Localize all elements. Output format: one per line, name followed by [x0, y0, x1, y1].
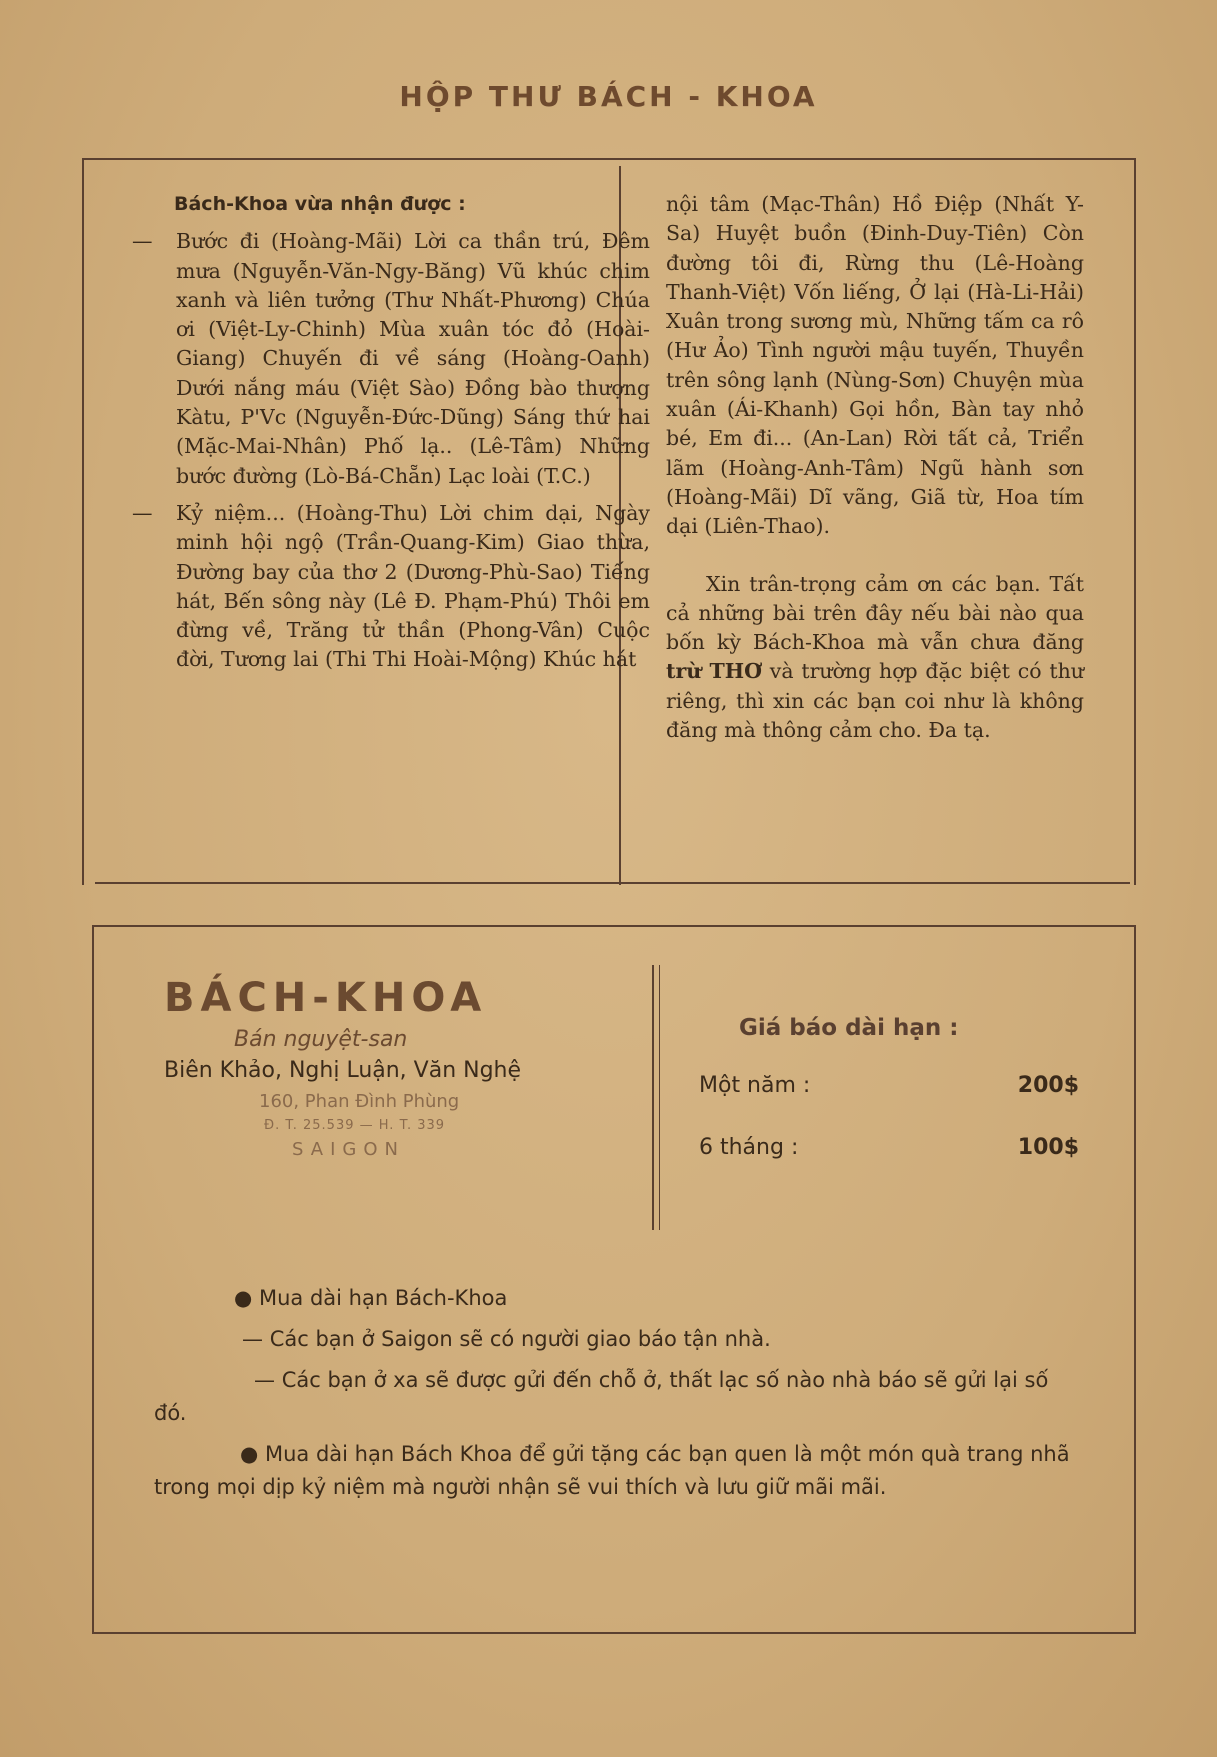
price-label: 6 tháng :	[699, 1135, 799, 1160]
note-item: ● Mua dài hạn Bách Khoa để gửi tặng các bạn quen là một món quà trang nhã trong mọi dịp kỷ niệm mà người nhận sẽ vui thích và lưu giữ mãi mãi.	[154, 1442, 1070, 1499]
note-item: — Các bạn ở xa sẽ được gửi đến chỗ ở, thất lạc số nào nhà báo sẽ gửi lại số đó.	[154, 1368, 1049, 1425]
thanks-text-b: và trường hợp đặc biệt có thư riêng, thì xin các bạn coi như là không đăng mà thông cảm cho. Đa tạ.	[666, 659, 1084, 743]
subscription-ad	[92, 925, 1136, 1634]
brand-city: SAIGON	[292, 1139, 405, 1160]
price-value: 200$	[1017, 1073, 1079, 1098]
note-text: Các bạn ở xa sẽ được gửi đến chỗ ở, thất lạc số nào nhà báo sẽ gửi lại số đó.	[154, 1368, 1049, 1425]
brand-topics: Biên Khảo, Nghị Luận, Văn Nghệ	[164, 1058, 522, 1083]
masthead	[164, 975, 604, 1160]
right-column	[666, 190, 1084, 885]
divider	[652, 965, 654, 1230]
note-item: ● Mua dài hạn Bách-Khoa	[234, 1286, 508, 1310]
list-item	[122, 499, 650, 675]
brand-phone: Đ. T. 25.539 — H. T. 339	[264, 1118, 446, 1133]
received-entry-2: Kỷ niệm... (Hoàng-Thu) Lời chim dại, Ngày minh hội ngộ (Trần-Quang-Kim) Giao thừa, Đường bay của thơ 2 (Dương-Phù-Sao) Tiếng hát, Bến sông này (Lê Đ. Phạm-Phú) Thôi em đừng về, Trăng tử thần (Phong-Vân) Cuộc đời, Tương lai (Thi Thi Hoài-Mộng) Khúc hát	[176, 500, 650, 672]
divider	[95, 882, 1130, 884]
note-text: Mua dài hạn Bách Khoa để gửi tặng các bạn quen là một món quà trang nhã trong mọi dịp kỷ niệm mà người nhận sẽ vui thích và lưu giữ mãi mãi.	[154, 1442, 1070, 1499]
note-text: Các bạn ở Saigon sẽ có người giao báo tận nhà.	[269, 1327, 771, 1351]
thanks-paragraph	[666, 570, 1084, 746]
received-entry-1: Bước đi (Hoàng-Mãi) Lời ca thần trú, Đêm mưa (Nguyễn-Văn-Ngy-Băng) Vũ khúc chim xanh và liên tưởng (Thư Nhất-Phương) Chúa ơi (Việt-Ly-Chinh) Mùa xuân tóc đỏ (Hoài-Giang) Chuyến đi về sáng (Hoàng-Oanh) Dưới nắng máu (Việt Sào) Đồng bào thượng Kàtu, P'Vc (Nguyễn-Đức-Dũng) Sáng thứ hai (Mặc-Mai-Nhân) Phố lạ.. (Lê-Tâm) Những bước đường (Lò-Bá-Chẵn) Lạc loài (T.C.)	[176, 229, 650, 488]
left-column	[122, 190, 650, 885]
received-continuation: nội tâm (Mạc-Thân) Hồ Điệp (Nhất Y-Sa) Huyệt buồn (Đinh-Duy-Tiên) Còn đường tôi đi, Rừng thu (Lê-Hoàng Thanh-Việt) Vốn liếng, Ở lại (Hà-Li-Hải) Xuân trong sương mù, Những tấm ca rô (Hư Ảo) Tình người mậu tuyến, Thuyền trên sông lạnh (Nùng-Sơn) Chuyện mùa xuân (Ái-Khanh) Gọi hồn, Bàn tay nhỏ bé, Em đi... (An-Lan) Rời tất cả, Triển lãm (Hoàng-Anh-Tâm) Ngũ hành sơn (Hoàng-Mãi) Dĩ vãng, Giã từ, Hoa tím dại (Liên-Thao).	[666, 192, 1084, 539]
thanks-text-a: Xin trân-trọng cảm ơn các bạn. Tất cả những bài trên đây nếu bài nào qua bốn kỳ Bách-Khoa mà vẫn chưa đăng	[666, 571, 1084, 655]
dash-marker: —	[132, 500, 153, 525]
brand-address: 160, Phan Đình Phùng	[259, 1091, 460, 1112]
page-title: HỘP THƯ BÁCH - KHOA	[399, 80, 818, 113]
price-title: Giá báo dài hạn :	[739, 1015, 959, 1041]
note-text: Mua dài hạn Bách-Khoa	[259, 1286, 508, 1310]
price-list	[699, 1015, 1079, 1165]
received-heading: Bách-Khoa vừa nhận được :	[174, 193, 466, 215]
price-row	[699, 1073, 1079, 1103]
note-item: — Các bạn ở Saigon sẽ có người giao báo tận nhà.	[242, 1327, 771, 1351]
subscription-notes	[154, 1282, 1074, 1512]
price-value: 100$	[1017, 1135, 1079, 1160]
price-row	[699, 1135, 1079, 1165]
list-item	[122, 227, 650, 491]
brand-subtitle: Bán nguyệt-san	[234, 1027, 408, 1052]
dash-marker: —	[132, 229, 153, 254]
brand-title: BÁCH-KHOA	[164, 975, 488, 1021]
divider	[659, 965, 660, 1230]
price-label: Một năm :	[699, 1073, 811, 1098]
thanks-emphasis: trừ THƠ	[666, 659, 763, 684]
mailbox-section	[82, 158, 1136, 885]
